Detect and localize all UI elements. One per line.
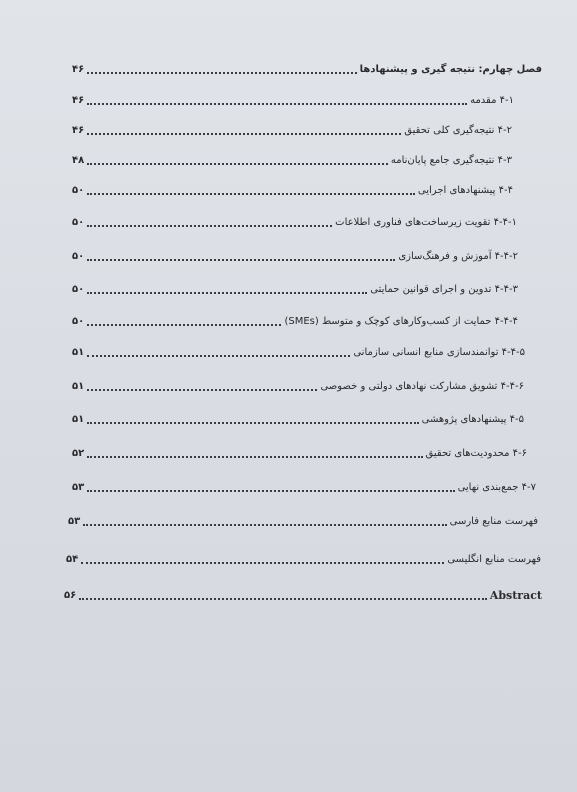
toc-title: ۴-۶ محدودیت‌های تحقیق: [425, 448, 527, 459]
toc-row-4-4-1: [72, 217, 517, 229]
toc-page-number: ۵۰: [72, 316, 85, 327]
toc-leader-dots: [87, 456, 422, 458]
toc-leader-dots: [87, 259, 395, 261]
toc-title: ۴-۴-۱ تقویت زیرساخت‌های فناوری اطلاعات: [335, 217, 517, 228]
toc-row-4-4-4: [72, 316, 518, 328]
toc-leader-dots: [87, 103, 467, 105]
toc-leader-dots: [87, 193, 415, 195]
toc-row-4-4-6: [72, 381, 524, 393]
toc-page-number: ۴۸: [72, 155, 85, 166]
toc-leader-dots: [87, 355, 350, 357]
toc-page-number: ۵۱: [72, 381, 85, 392]
toc-title: ۴-۱ مقدمه: [470, 95, 514, 106]
toc-leader-dots: [87, 225, 332, 227]
toc-title: ۴-۳ نتیجه‌گیری جامع پایان‌نامه: [390, 155, 512, 166]
toc-page-number: ۵۲: [72, 448, 85, 459]
toc-title: ۴-۴-۳ تدوین و اجرای قوانین حمایتی: [370, 284, 518, 295]
toc-leader-dots: [87, 422, 418, 424]
toc-page-number: ۴۶: [72, 125, 85, 136]
toc-page-number: ۵۳: [68, 516, 81, 527]
toc-row-persian-references: [68, 516, 538, 528]
toc-title: ۴-۵ پیشنهادهای پژوهشی: [421, 414, 524, 425]
toc-title: ۴-۴-۴ حمایت از کسب‌وکارهای کوچک و متوسط (SMEs): [284, 316, 518, 327]
toc-title: فهرست منابع فارسی: [449, 516, 538, 527]
toc-leader-dots: [87, 389, 317, 391]
toc-page-number: ۵۱: [72, 347, 85, 358]
toc-title: ۴-۴-۵ توانمندسازی منابع انسانی سازمانی: [353, 347, 525, 358]
toc-title: ۴-۴ پیشنهادهای اجرایی: [417, 185, 513, 196]
toc-page-number: ۵۱: [72, 414, 85, 425]
toc-leader-dots: [87, 490, 454, 492]
toc-title: ۴-۴-۶ تشویق مشارکت نهادهای دولتی و خصوصی: [320, 381, 524, 392]
toc-row-4-4-2: [72, 251, 518, 263]
toc-title: ۴-۷ جمع‌بندی نهایی: [457, 482, 536, 493]
toc-row-chapter-4: [72, 64, 542, 76]
toc-page-number: ۵۰: [72, 284, 85, 295]
toc-row-english-references: [66, 554, 541, 566]
toc-row-4-7: [72, 482, 536, 494]
toc-page-number: ۵۶: [64, 590, 77, 601]
toc-row-4-4: [72, 185, 513, 197]
toc-row-4-2: [72, 125, 512, 137]
toc-title: ۴-۲ نتیجه‌گیری کلی تحقیق: [404, 125, 512, 136]
toc-leader-dots: [87, 133, 401, 135]
toc-row-4-1: [72, 95, 514, 107]
toc-title: فهرست منابع انگلیسی: [447, 554, 541, 565]
toc-page-number: ۵۰: [72, 185, 85, 196]
toc-leader-dots: [87, 324, 281, 326]
toc-row-4-4-5: [72, 347, 525, 359]
toc-leader-dots: [87, 72, 356, 74]
toc-page-number: ۵۰: [72, 251, 85, 262]
toc-page-number: ۴۶: [72, 95, 85, 106]
toc-leader-dots: [83, 524, 446, 526]
toc-row-4-6: [72, 448, 527, 460]
toc-row-4-5: [72, 414, 524, 426]
toc-page-number: ۵۰: [72, 217, 85, 228]
toc-leader-dots: [81, 562, 444, 564]
toc-title: Abstract: [489, 589, 542, 602]
toc-row-abstract: [64, 590, 542, 602]
toc-row-4-4-3: [72, 284, 518, 296]
toc-leader-dots: [87, 292, 367, 294]
toc-leader-dots: [79, 598, 487, 600]
toc-page-number: ۵۳: [72, 482, 85, 493]
toc-title: فصل چهارم: نتیجه گیری و پیشنهادها: [359, 64, 542, 75]
toc-row-4-3: [72, 155, 512, 167]
toc-title: ۴-۴-۲ آموزش و فرهنگ‌سازی: [398, 251, 518, 262]
toc-page-number: ۴۶: [72, 64, 85, 75]
toc-leader-dots: [87, 163, 388, 165]
toc-page-number: ۵۴: [66, 554, 79, 565]
